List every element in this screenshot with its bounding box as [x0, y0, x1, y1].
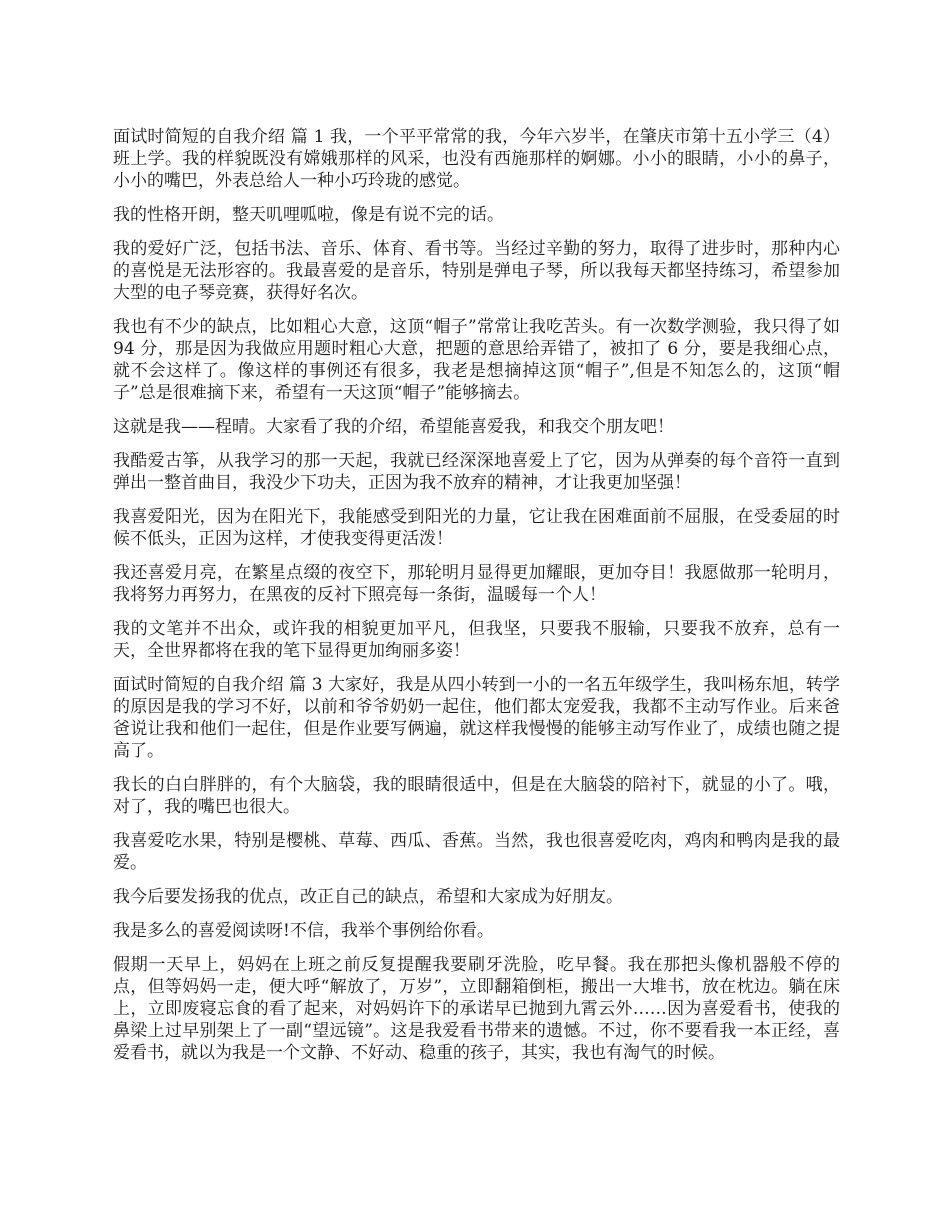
paragraph: 我的爱好广泛，包括书法、音乐、体育、看书等。当经过辛勤的努力，取得了进步时，那种内心的喜悦是无法形容的。我最喜爱的是音乐，特别是弹电子琴，所以我每天都坚持练习，希望参加大型的电子琴竞赛，获得好名次。 — [113, 239, 840, 303]
paragraph: 我今后要发扬我的优点，改正自己的缺点，希望和大家成为好朋友。 — [113, 887, 623, 907]
paragraph: 我的文笔并不出众，或许我的相貌更加平凡，但我坚，只要我不服输，只要我不放弃，总有一天，全世界都将在我的笔下显得更加绚丽多姿！ — [113, 619, 840, 661]
paragraph: 我长的白白胖胖的，有个大脑袋，我的眼睛很适中，但是在大脑袋的陪衬下，就显的小了。哦，对了，我的嘴巴也很大。 — [113, 775, 840, 817]
paragraph: 面试时简短的自我介绍 篇 3 大家好，我是从四小转到一小的一名五年级学生，我叫杨东旭，转学的原因是我的学习不好，以前和爷爷奶奶一起住，他们都太宠爱我，我都不主动写作业。后来爸爸说让我和他们一起住，但是作业要写俩遍，就这样我慢慢的能够主动写作业了，成绩也随之提高了。 — [113, 675, 840, 761]
paragraph: 我的性格开朗，整天叽哩呱啦，像是有说不完的话。 — [113, 205, 504, 225]
paragraph: 我还喜爱月亮，在繁星点缀的夜空下，那轮明月显得更加耀眼，更加夺目！我愿做那一轮明月，我将努力再努力，在黑夜的反衬下照亮每一条街，温暖每一个人！ — [113, 563, 840, 605]
paragraph: 我也有不少的缺点，比如粗心大意，这顶“帽子”常常让我吃苦头。有一次数学测验，我只得了如 94 分，那是因为我做应用题时粗心大意，把题的意思给弄错了，被扣了 6 分，要是我细心点，就不会这样了。像这样的事例还有很多，我老是想摘掉这顶“帽子”,但是不知怎么的，这顶“帽子”总是很难摘下来，希望有一天这顶“帽子”能够摘去。 — [113, 317, 840, 403]
paragraph: 面试时简短的自我介绍 篇 1 我，一个平平常常的我，今年六岁半，在肇庆市第十五小学三（4）班上学。我的样貌既没有嫦娥那样的风采，也没有西施那样的婀娜。小小的眼睛，小小的鼻子，小小的嘴巴，外表总给人一种小巧玲珑的感觉。 — [113, 127, 840, 191]
paragraph: 我喜爱吃水果，特别是樱桃、草莓、西瓜、香蕉。当然，我也很喜爱吃肉，鸡肉和鸭肉是我的最爱。 — [113, 831, 840, 873]
paragraph: 我是多么的喜爱阅读呀!不信，我举个事例给你看。 — [113, 921, 494, 941]
paragraph: 我酷爱古筝，从我学习的那一天起，我就已经深深地喜爱上了它，因为从弹奏的每个音符一直到弹出一整首曲目，我没少下功夫，正因为我不放弃的精神，才让我更加坚强！ — [113, 451, 840, 493]
paragraph: 我喜爱阳光，因为在阳光下，我能感受到阳光的力量，它让我在困难面前不屈服，在受委屈的时候不低头，正因为这样，才使我变得更活泼！ — [113, 507, 840, 549]
paragraph: 这就是我——程晴。大家看了我的介绍，希望能喜爱我，和我交个朋友吧！ — [113, 417, 674, 437]
paragraph: 假期一天早上，妈妈在上班之前反复提醒我要刷牙洗脸，吃早餐。我在那把头像机器般不停的点，但等妈妈一走，便大呼“解放了，万岁”，立即翻箱倒柜，搬出一大堆书，放在枕边。躺在床上，立即废寝忘食的看了起来，对妈妈许下的承诺早已抛到九霄云外……因为喜爱看书，使我的鼻梁上过早别架上了一副“望远镜”。这是我爱看书带来的遗憾。不过，你不要看我一本正经，喜爱看书，就以为我是一个文静、不好动、稳重的孩子，其实，我也有淘气的时候。 — [113, 955, 840, 1063]
